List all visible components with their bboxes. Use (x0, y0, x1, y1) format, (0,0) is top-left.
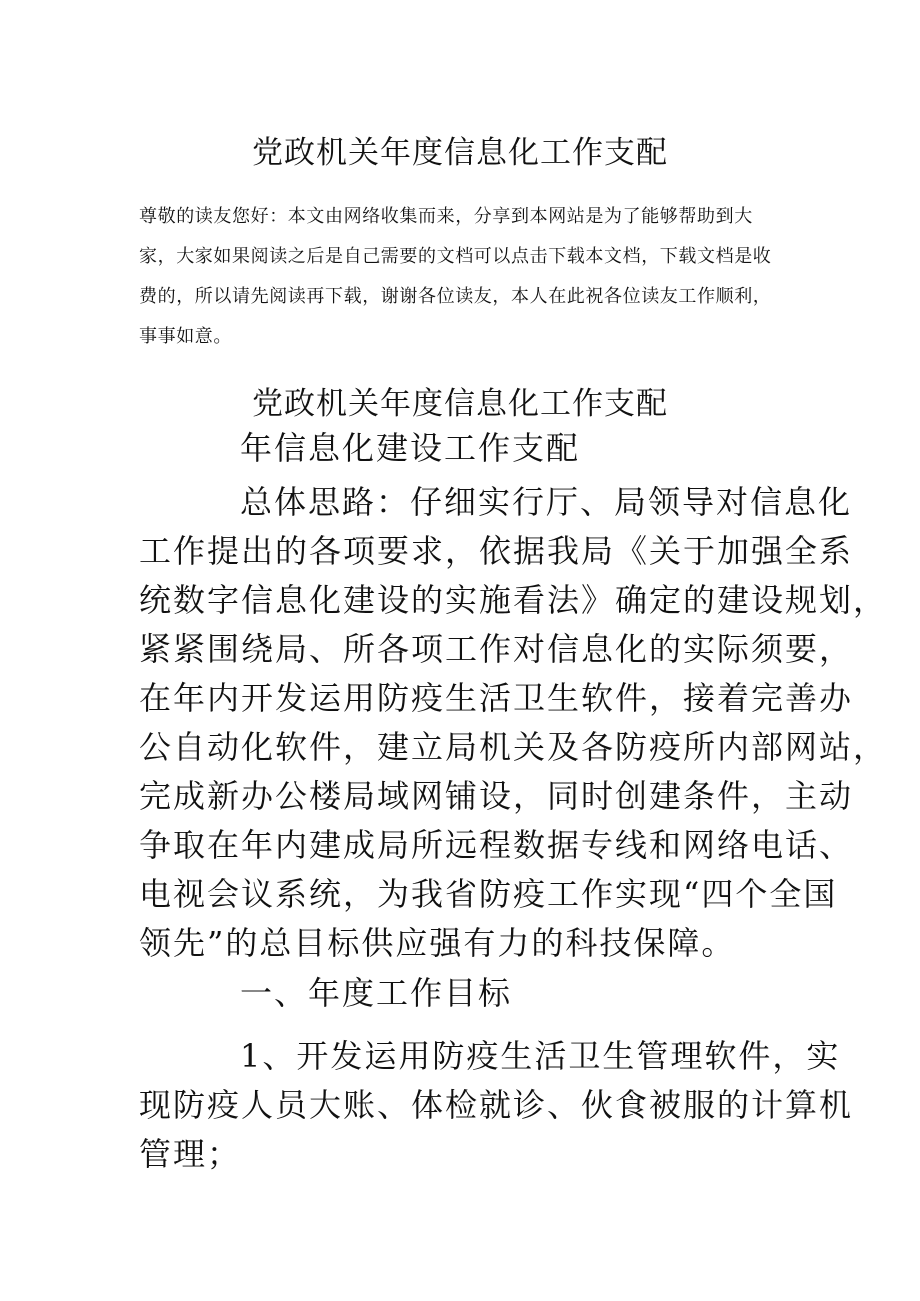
body-line: 争取在年内建成局所远程数据专线和网络电话、 (139, 826, 854, 864)
item-line: 现防疫人员大账、体检就诊、伙食被服的计算机 (139, 1086, 854, 1124)
item-line: 管理； (139, 1135, 242, 1173)
document-subheading: 年信息化建设工作支配 (240, 429, 581, 467)
section-heading: 一、年度工作目标 (240, 974, 513, 1012)
body-line: 领先”的总目标供应强有力的科技保障。 (139, 924, 736, 962)
document-heading: 党政机关年度信息化工作支配 (252, 386, 668, 422)
body-line: 在年内开发运用防疫生活卫生软件，接着完善办 (139, 679, 854, 717)
body-line: 电视会议系统，为我省防疫工作实现“四个全国 (139, 875, 838, 913)
body-line: 公自动化软件，建立局机关及各防疫所内部网站， (139, 728, 888, 766)
body-line: 完成新办公楼局域网铺设，同时创建条件，主动 (139, 777, 854, 815)
document-title: 党政机关年度信息化工作支配 (252, 135, 668, 171)
item-line: 1、开发运用防疫生活卫生管理软件，实 (240, 1037, 841, 1075)
body-line: 统数字信息化建设的实施看法》确定的建设规划， (139, 581, 888, 619)
body-line: 总体思路：仔细实行厅、局领导对信息化 (240, 483, 853, 521)
reader-notice: 尊敬的读友您好：本文由网络收集而来，分享到本网站是为了能够帮助到大家，大家如果阅读之后是自己需要的文档可以点击下载本文档，下载文档是收费的，所以请先阅读再下载，谢谢各位读友，本人在此祝各位读友工作顺利，事事如意。 (139, 206, 772, 347)
body-line: 工作提出的各项要求，依据我局《关于加强全系 (139, 532, 854, 570)
body-line: 紧紧围绕局、所各项工作对信息化的实际须要， (139, 630, 854, 668)
